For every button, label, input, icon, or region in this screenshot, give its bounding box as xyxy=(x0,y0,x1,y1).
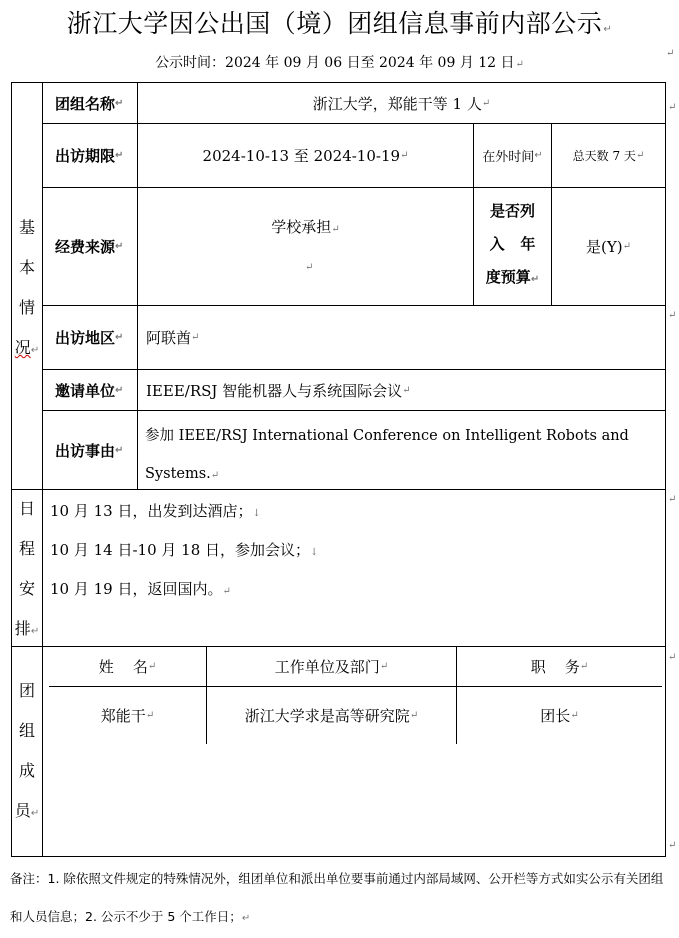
funding-value: 学校承担↵ xyxy=(271,218,340,236)
member-header-title: 职 务 ↵ xyxy=(530,658,589,676)
schedule-item: 10 月 19 日，返回国内。↵ xyxy=(50,580,231,598)
period-label: 出访期限 ↵ xyxy=(55,147,124,165)
publicity-time: 公示时间：2024 年 09 月 06 日至 2024 年 09 月 12 日↵ xyxy=(155,55,524,71)
footnote: 备注：1. 除依照文件规定的特殊情况外，组团单位和派出单位要事前通过内部局域网、公开栏等方式如实公示有关团组和人员信息；2. 公示不少于 5 个工作日；↵ xyxy=(10,871,664,924)
section-basic-label: 基 本 情 况↵ xyxy=(14,218,40,357)
section-schedule-label: 日 程 安 排↵ xyxy=(14,499,40,638)
member-header-unit: 工作单位及部门 ↵ xyxy=(274,658,389,676)
paragraph-mark: ↵ xyxy=(666,48,675,59)
group-name-value: 浙江大学，郑能干等 1 人 ↵ xyxy=(312,94,491,113)
purpose-label: 出访事由 ↵ xyxy=(55,441,124,460)
inviter-label: 邀请单位 ↵ xyxy=(55,381,124,400)
page-title: 浙江大学因公出国（境）团组信息事前内部公示↵ xyxy=(66,9,613,38)
schedule-item: 10 月 13 日，出发到达酒店；↓ xyxy=(50,502,261,520)
period-value: 2024-10-13 至 2024-10-19 ↵ xyxy=(202,147,409,165)
region-value: 阿联酋 ↵ xyxy=(146,329,200,347)
inviter-value: IEEE/RSJ 智能机器人与系统国际会议 ↵ xyxy=(146,381,411,400)
paragraph-mark: ↵ xyxy=(668,840,677,851)
paragraph-mark: ↵ xyxy=(668,102,677,113)
section-members-label: 团 组 成 员↵ xyxy=(14,681,40,820)
paragraph-mark: ↵ xyxy=(668,494,677,505)
abroad-time-value: 总天数 7 天 ↵ xyxy=(572,149,645,163)
schedule-item: 10 月 14 日-10 月 18 日，参加会议；↓ xyxy=(50,541,319,559)
paragraph-mark: ↵ xyxy=(305,262,314,273)
budget-label: 是否列 入 年 度预算↵ xyxy=(485,202,540,286)
member-title: 团长 ↵ xyxy=(540,707,579,725)
region-label: 出访地区 ↵ xyxy=(55,329,124,347)
group-name-label: 团组名称 ↵ xyxy=(55,94,124,113)
paragraph-mark: ↵ xyxy=(668,310,677,321)
paragraph-mark: ↵ xyxy=(668,652,677,663)
member-unit: 浙江大学求是高等研究院 ↵ xyxy=(244,707,419,725)
budget-value: 是(Y) ↵ xyxy=(586,238,631,256)
member-name: 郑能干 ↵ xyxy=(100,707,155,725)
abroad-time-label: 在外时间 ↵ xyxy=(482,150,543,165)
funding-label: 经费来源 ↵ xyxy=(55,238,124,256)
member-header-name: 姓 名 ↵ xyxy=(98,658,157,676)
purpose-value: 参加 IEEE/RSJ International Conference on Intelligent Robots and Systems.↵ xyxy=(145,428,629,482)
